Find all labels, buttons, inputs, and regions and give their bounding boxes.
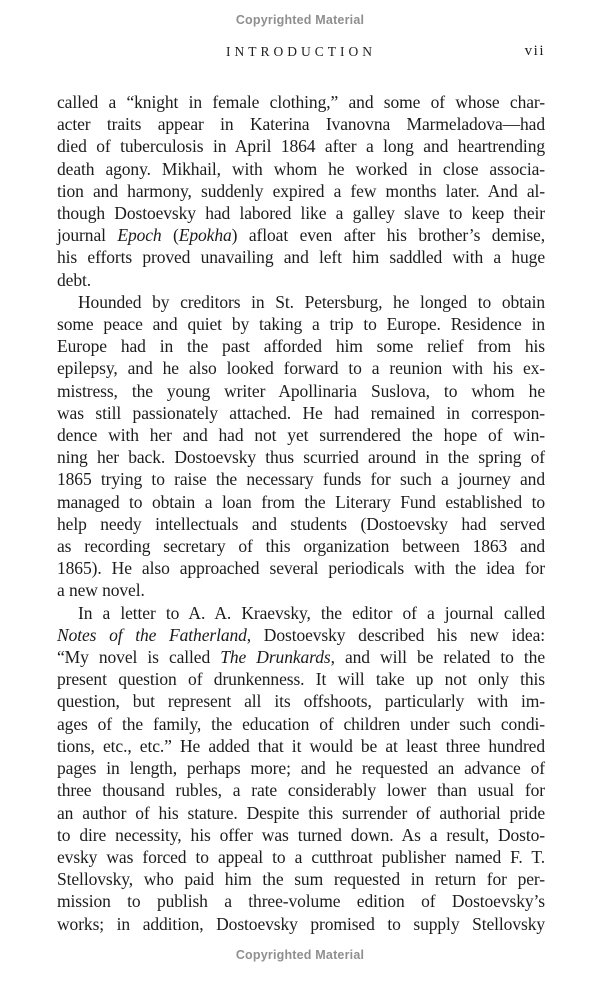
text-line: evsky was forced to appeal to a cutthroat publisher named F. T. [57,846,545,867]
text-line: acter traits appear in Katerina Ivanovna Marmeladova—had [57,114,545,135]
text-line: tion and harmony, suddenly expired a few months later. And al- [57,180,545,201]
text-line: In a letter to A. A. Kraevsky, the editor of a journal called [78,602,545,623]
text-line: question, but represent all its offshoots, particularly with im- [57,691,545,712]
text-line: ages of the family, the education of children under such condi- [57,713,545,734]
page-number: vii [524,43,545,59]
text-line: called a “knight in female clothing,” and some of whose char- [57,92,545,112]
text-line: present question of drunkenness. It will take up not only this [57,669,545,690]
text-line: 1865). He also approached several periodicals with the idea for [57,558,545,579]
text-line: tions, etc., etc.” He added that it would be at least three hundred [57,735,545,756]
body-text [57,91,545,935]
text-line: Stellovsky, who paid him the sum requested in return for per- [57,869,545,890]
text-line: pages in length, perhaps more; and he requested an advance of [57,758,545,779]
text-line: was still passionately attached. He had remained in correspon- [57,402,545,423]
text-line: died of tuberculosis in April 1864 after a long and heartrending [57,136,545,157]
text-line: Europe had in the past afforded him some relief from his [57,336,545,357]
bottom-copyright-notice: Copyrighted Material [235,948,365,962]
text-line: three thousand rubles, a rate considerably lower than usual for [57,780,545,801]
text-line: death agony. Mikhail, with whom he worked in close associa- [57,158,545,179]
text-line: a new novel. [57,580,145,601]
top-copyright-notice: Copyrighted Material [235,13,365,27]
running-header [57,43,545,61]
text-line: managed to obtain a loan from the Literary Fund established to [57,491,545,512]
text-line: an author of his stature. Despite this surrender of authorial pride [57,802,545,823]
text-line: journal Epoch (Epokha) afloat even after his brother’s demise, [57,225,545,246]
text-line: to dire necessity, his offer was turned down. As a result, Dosto- [57,824,545,845]
text-line: Notes of the Fatherland, Dostoevsky described his new idea: [57,624,545,645]
text-line: mission to publish a three-volume edition of Dostoevsky’s [57,891,545,912]
header-title: INTRODUCTION [226,44,376,59]
text-line: debt. [57,269,92,290]
text-line: help needy intellectuals and students (Dostoevsky had served [57,513,545,534]
text-line: Hounded by creditors in St. Petersburg, he longed to obtain [78,291,545,312]
text-line: “My novel is called The Drunkards, and will be related to the [57,647,545,668]
text-line: ning her back. Dostoevsky thus scurried around in the spring of [57,447,545,468]
text-line: his efforts proved unavailing and left him saddled with a huge [57,247,545,268]
text-line: though Dostoevsky had labored like a galley slave to keep their [57,203,545,224]
text-line: epilepsy, and he also looked forward to a reunion with his ex- [57,358,545,379]
text-line: dence with her and had not yet surrendered the hope of win- [57,425,545,446]
text-line: mistress, the young writer Apollinaria Suslova, to whom he [57,380,545,401]
text-line: works; in addition, Dostoevsky promised to supply Stellovsky [57,913,545,934]
text-line: as recording secretary of this organization between 1863 and [57,536,545,557]
text-line: 1865 trying to raise the necessary funds for such a journey and [57,469,545,490]
text-line: some peace and quiet by taking a trip to Europe. Residence in [57,314,545,335]
